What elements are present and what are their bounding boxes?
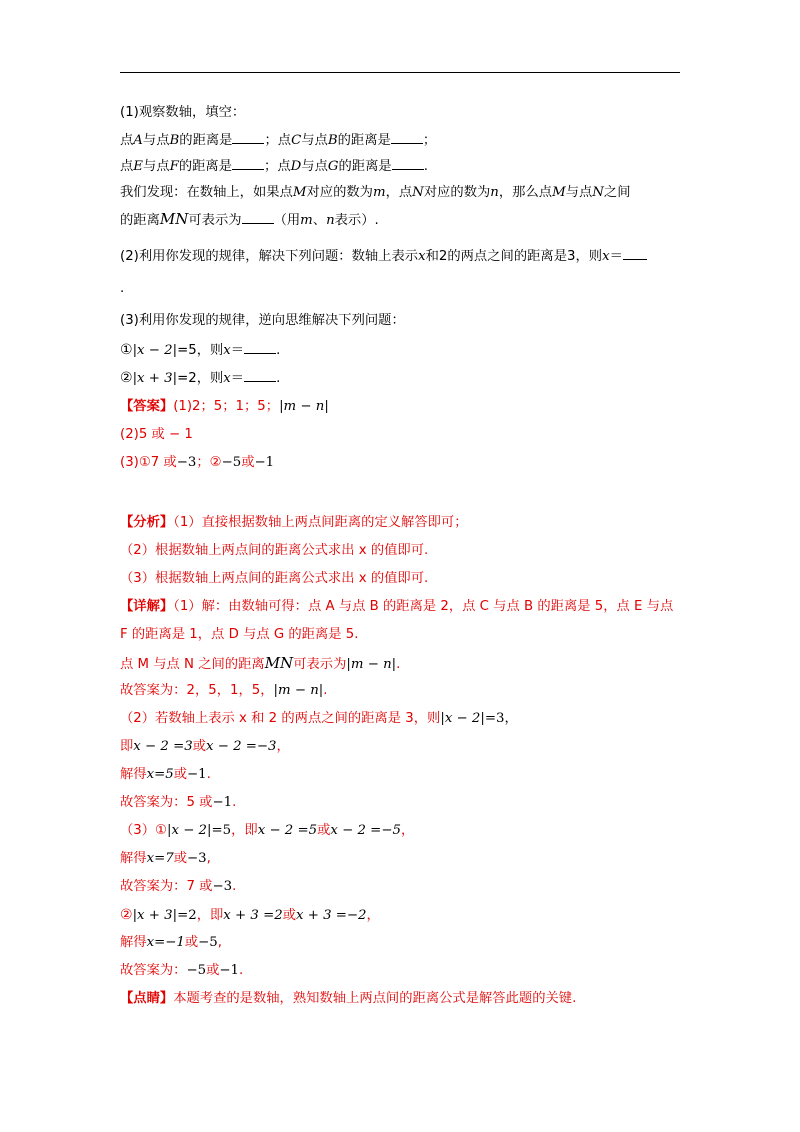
detail-label: 【详解】 xyxy=(120,599,174,614)
analysis-label: 【分析】 xyxy=(120,515,174,530)
detail-line-3: 点 M 与点 N 之间的距离MN可表示为|m − n|. xyxy=(120,654,401,672)
detail-line-14: 故答案为：−5或−1. xyxy=(120,963,244,978)
detail-line-9: （3）①|x − 2|=5，即x − 2 =5或x − 2 =−5， xyxy=(120,823,415,838)
q2-line: (2)利用你发现的规律，解决下列问题：数轴上表示x和2的两点之间的距离是3，则x＝ xyxy=(120,246,647,266)
analysis-line-2: （2）根据数轴上两点间的距离公式求出 x 的值即可. xyxy=(120,543,429,558)
analysis-line-3: （3）根据数轴上两点间的距离公式求出 x 的值即可. xyxy=(120,571,429,586)
comment-line: 【点睛】本题考查的是数轴，熟知数轴上两点间的距离公式是解答此题的关键. xyxy=(120,991,577,1006)
q1-line-2: 点E与点F的距离是 ；点D与点G的距离是 . xyxy=(120,156,428,176)
comment-label: 【点睛】 xyxy=(120,991,174,1006)
answer-blank[interactable] xyxy=(232,130,264,144)
detail-line-12: ②|x + 3|=2，即x + 3 =2或x + 3 =−2， xyxy=(120,907,380,923)
answer-line-1: 【答案】(1)2；5；1；5；|m − n| xyxy=(120,399,329,414)
answer-blank[interactable] xyxy=(391,130,423,144)
detail-line-7: 解得x=5或−1. xyxy=(120,767,211,782)
analysis-line-1: 【分析】（1）直接根据数轴上两点间距离的定义解答即可； xyxy=(120,515,468,530)
q1-line-4: 的距离MN可表示为 （用m、n表示）. xyxy=(120,210,379,228)
answer-blank[interactable] xyxy=(392,156,424,170)
detail-line-2: F 的距离是 1，点 D 与点 G 的距离是 5. xyxy=(120,627,359,642)
answer-blank[interactable] xyxy=(244,340,276,354)
q1-heading: (1)观察数轴，填空： xyxy=(120,105,246,120)
answer-blank[interactable] xyxy=(242,210,274,224)
detail-line-4: 故答案为：2，5，1，5，|m − n|. xyxy=(120,683,328,698)
answer-blank[interactable] xyxy=(244,368,276,382)
answer-label: 【答案】 xyxy=(120,399,174,414)
header-rule xyxy=(120,72,680,73)
detail-line-1: 【详解】（1）解：由数轴可得：点 A 与点 B 的距离是 2，点 C 与点 B 的距离是 5，点 E 与点 xyxy=(120,599,674,614)
detail-line-10: 解得x=7或−3, xyxy=(120,851,211,866)
answer-line-2: (2)5 或 − 1 xyxy=(120,427,193,442)
q3-item-1: ①|x − 2|=5，则x＝ . xyxy=(120,342,281,358)
answer-line-3: (3)①7 或−3；②−5或−1 xyxy=(120,455,275,470)
detail-line-8: 故答案为：5 或−1. xyxy=(120,795,237,810)
detail-line-13: 解得x=−1或−5, xyxy=(120,935,222,950)
detail-line-5: （2）若数轴上表示 x 和 2 的两点之间的距离是 3，则|x − 2|=3， xyxy=(120,711,518,726)
q3-item-2: ②|x + 3|=2，则x＝ . xyxy=(120,370,281,386)
answer-blank[interactable] xyxy=(623,246,647,260)
q1-line-1: 点A与点B的距离是 ；点C与点B的距离是 ； xyxy=(120,130,436,150)
detail-line-11: 故答案为：7 或−3. xyxy=(120,879,237,894)
q3-heading: (3)利用你发现的规律，逆向思维解决下列问题： xyxy=(120,313,405,328)
q2-dot: . xyxy=(120,281,125,296)
detail-line-6: 即x − 2 =3或x − 2 =−3， xyxy=(120,739,290,754)
answer-blank[interactable] xyxy=(232,156,264,170)
q1-line-3: 我们发现：在数轴上，如果点M对应的数为m，点N对应的数为n，那么点M与点N之间 xyxy=(120,185,631,200)
